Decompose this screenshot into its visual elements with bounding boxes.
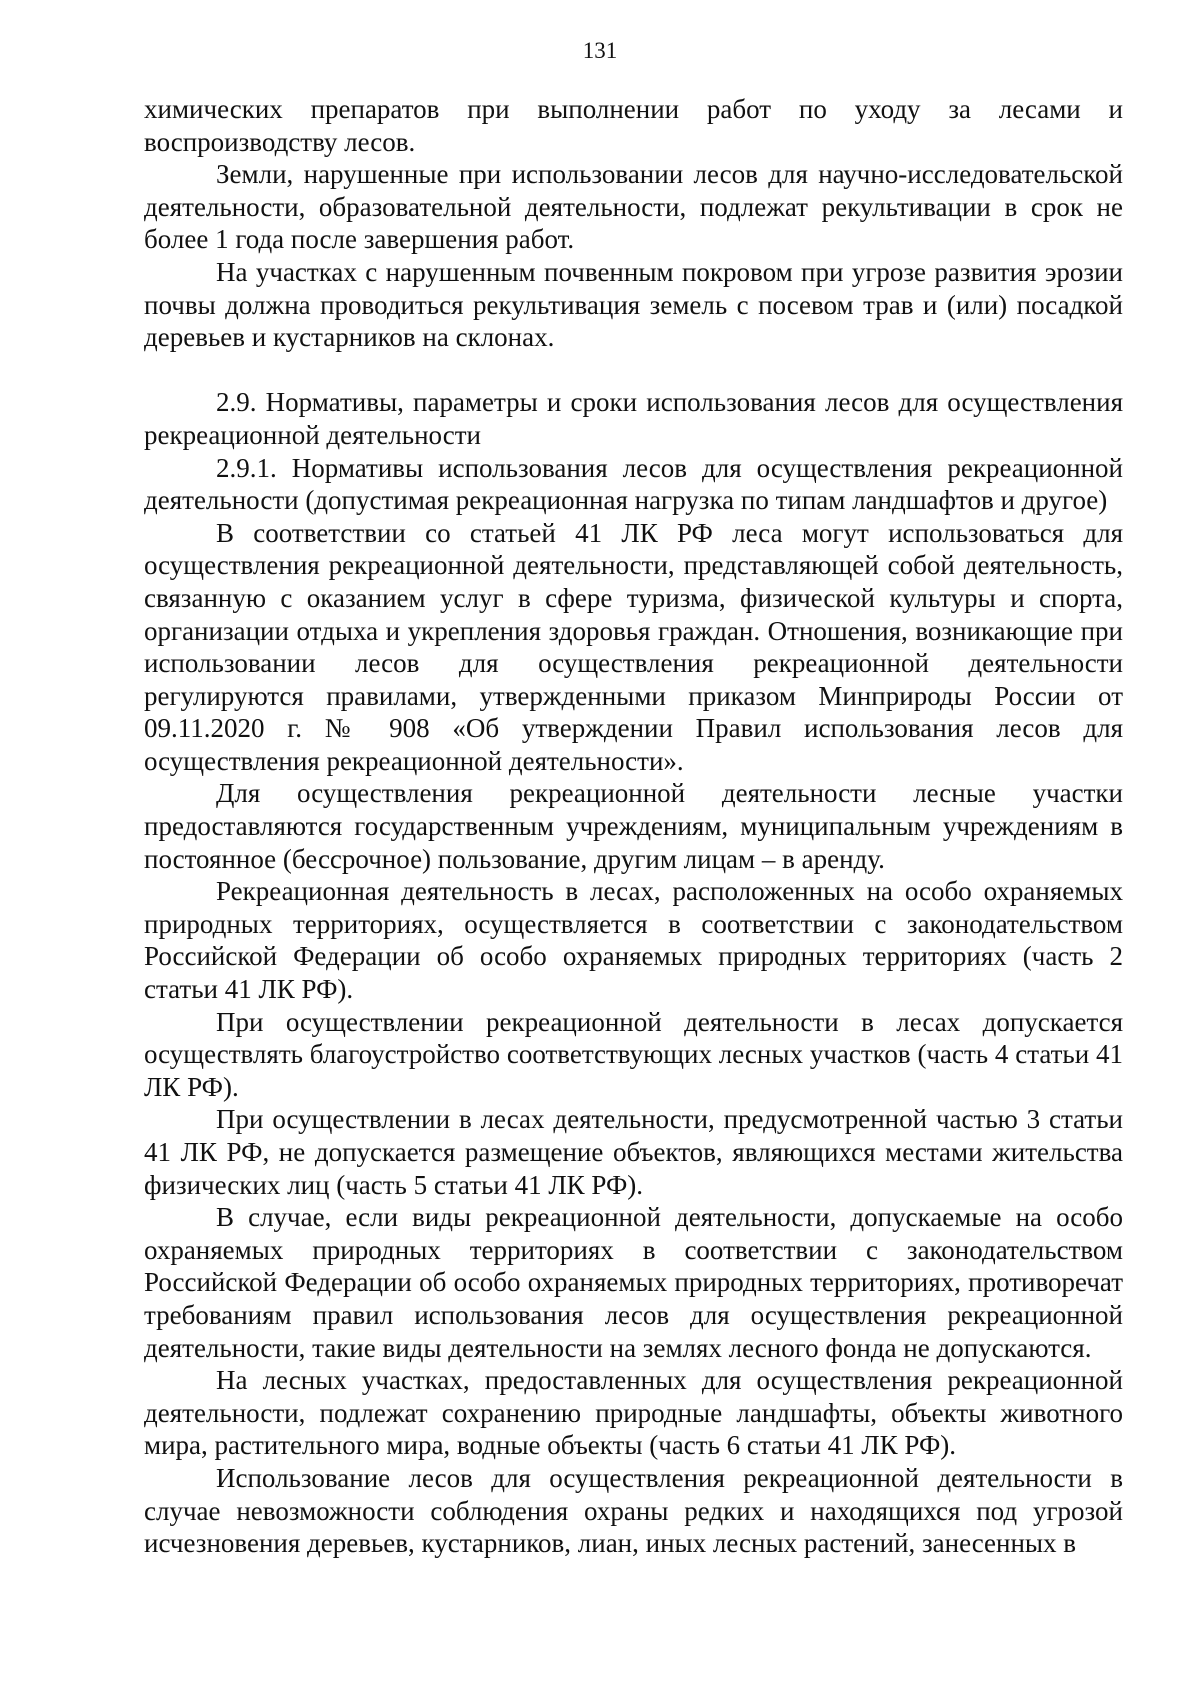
paragraph-plots-provision: Для осуществления рекреационной деятельности лесные участки предоставляются государственным учреждениям, муниципальным учреждениям в постоянное (бессрочное) пользование, другим лицам – в аренду. [144, 778, 1123, 874]
paragraph-land-recultivation: Земли, нарушенные при использовании лесов для научно-исследовательской деятельности, образовательной деятельности, подлежат рекультивации в срок не более 1 года после завершения работ. [144, 159, 1123, 255]
paragraph-protected-areas: Рекреационная деятельность в лесах, расположенных на особо охраняемых природных территориях, осуществляется в соответствии с законодательством Российской Федерации об особо охраняемых природных территориях (часть 2 статьи 41 ЛК РФ). [144, 876, 1123, 1005]
paragraph-continuation: химических препаратов при выполнении работ по уходу за лесами и воспроизводству лесов. [144, 94, 1123, 157]
section-heading-2-9: 2.9. Нормативы, параметры и сроки использования лесов для осуществления рекреационной деятельности [144, 387, 1123, 450]
subsection-heading-2-9-1: 2.9.1. Нормативы использования лесов для осуществления рекреационной деятельности (допустимая рекреационная нагрузка по типам ландшафтов и другое) [144, 452, 1123, 516]
paragraph-landscape-preservation: На лесных участках, предоставленных для осуществления рекреационной деятельности, подлежат сохранению природные ландшафты, объекты животного мира, растительного мира, водные объекты (часть 6 статьи 41 ЛК РФ). [144, 1365, 1123, 1461]
page-number: 131 [582, 38, 618, 63]
paragraph-residence-ban: При осуществлении в лесах деятельности, предусмотренной частью 3 статьи 41 ЛК РФ, не допускается размещение объектов, являющихся местами жительства физических лиц (часть 5 статьи 41 ЛК РФ). [144, 1104, 1123, 1200]
paragraph-rare-species: Использование лесов для осуществления рекреационной деятельности в случае невозможности соблюдения охраны редких и находящихся под угрозой исчезновения деревьев, кустарников, лиан, иных лесных растений, занесенных в [144, 1462, 1123, 1559]
paragraph-erosion: На участках с нарушенным почвенным покровом при угрозе развития эрозии почвы должна проводиться рекультивация земель с посевом трав и (или) посадкой деревьев и кустарников на склонах. [144, 256, 1123, 353]
paragraph-improvement: При осуществлении рекреационной деятельности в лесах допускается осуществлять благоустройство соответствующих лесных участков (часть 4 статьи 41 ЛК РФ). [144, 1006, 1123, 1102]
document-body [144, 93, 1123, 1560]
paragraph-article-41: В соответствии со статьей 41 ЛК РФ леса могут использоваться для осуществления рекреационной деятельности, представляющей собой деятельность, связанную с оказанием услуг в сфере туризма, физической культуры и спорта, организации отдыха и укрепления здоровья граждан. Отношения, возникающие при использовании лесов для осуществления рекреационной деятельности регулируются правилами, утвержденными приказом Минприроды России от 09.11.2020 г. № 908 «Об утверждении Правил использования лесов для осуществления рекреационной деятельности». [144, 517, 1123, 776]
paragraph-contradiction: В случае, если виды рекреационной деятельности, допускаемые на особо охраняемых природных территориях в соответствии с законодательством Российской Федерации об особо охраняемых природных территориях, противоречат требованиям правил использования лесов для осуществления рекреационной деятельности, такие виды деятельности на землях лесного фонда не допускаются. [144, 1202, 1123, 1363]
